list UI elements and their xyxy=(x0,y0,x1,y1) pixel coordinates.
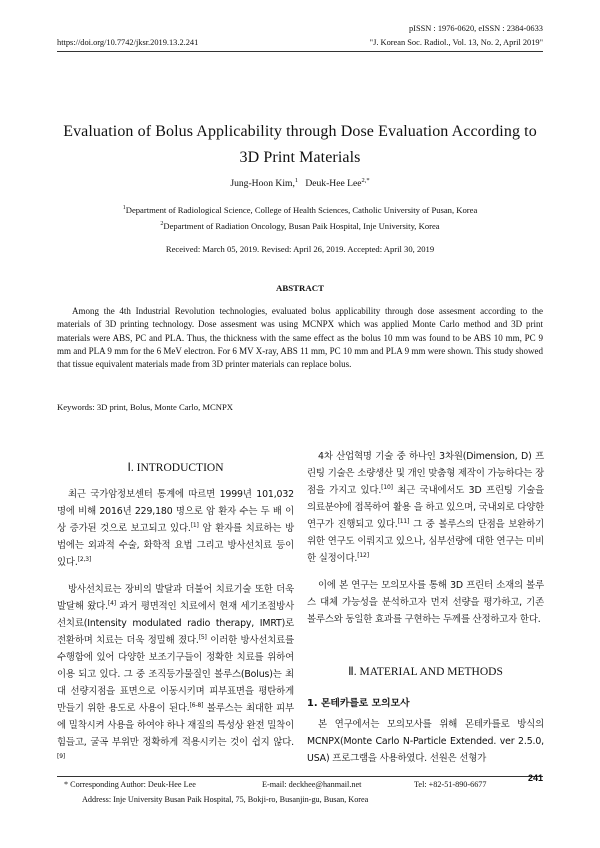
affiliation-1-mark: 1 xyxy=(122,205,126,212)
keywords: Keywords: 3D print, Bolus, Monte Carlo, MCNPX xyxy=(57,402,233,412)
author-address: Address: Inje University Busan Paik Hospital, 75, Bokji-ro, Busanjin-gu, Busan, Korea xyxy=(82,795,369,804)
paper-title xyxy=(40,119,560,171)
author-2: Deuk-Hee Lee xyxy=(305,178,362,190)
intro-text: 최근 국가암정보센터 통계에 따르면 1999년 101,032 명에 비해 2016년 229,180 명으로 암 환자 수는 두 배 이상 증가된 것으로 보고되고 있다. xyxy=(57,489,294,534)
doi-link[interactable]: https://doi.org/10.7742/jksr.2019.13.2.241 xyxy=(57,38,199,47)
intro-text: 4차 산업혁명 기술 중 하나인 3차원(Dimension, D) 프린팅 기술은 소량생산 및 개인 맞춤형 제작이 가능하다는 장점을 가지고 있다. xyxy=(307,451,544,496)
affiliation-2-text: Department of Radiation Oncology, Busan Paik Hospital, Inje University, Korea xyxy=(163,221,440,231)
methods-subheading: 1. 몬테카를로 모의모사 xyxy=(307,698,410,709)
methods-paragraph-1: 본 연구에서는 모의모사를 위해 몬테카를로 방식의 MCNPX(Monte Carlo N-Particle Extended. ver 2.5.0, USA) 프로그램을 사용하였다. 선원은 선형가 xyxy=(307,719,544,764)
citation-ref: [5] xyxy=(198,633,207,641)
paper-title-line-1: Evaluation of Bolus Applicability through Dose Evaluation According to xyxy=(63,123,537,140)
methods-heading: Ⅱ. MATERIAL AND METHODS xyxy=(348,666,503,678)
abstract-heading: ABSTRACT xyxy=(276,283,324,293)
author-phone: Tel: +82-51-890-6677 xyxy=(414,780,487,789)
right-column-bottom xyxy=(307,716,544,767)
author-1: Jung-Hoon Kim, xyxy=(230,178,295,190)
intro-text: 방사선치료는 장비의 발달과 더불어 치료기술 또한 더욱 발달해 왔다. xyxy=(57,584,294,612)
journal-citation: "J. Korean Soc. Radiol., Vol. 13, No. 2, April 2019" xyxy=(369,38,543,47)
footer-divider xyxy=(57,776,543,777)
citation-ref: [2,3] xyxy=(77,555,92,563)
affiliation-2-mark: 2 xyxy=(160,221,164,228)
corresponding-author: * Corresponding Author: Deuk-Hee Lee xyxy=(64,780,196,789)
left-column xyxy=(57,486,294,768)
issn-line: pISSN : 1976-0620, eISSN : 2384-0633 xyxy=(408,24,543,33)
intro-text: 이러한 방사선치료를 수행함에 있어 다양한 보조기구들이 정확한 치료를 위하여 이용 되고 있다. 그 중 조직등가물질인 볼루스(Bolus)는 최대 선량지점을 표면으로 이동시키며 피부표면을 평탄하게 만들기 위한 용도로 사용이 된다. xyxy=(57,635,294,714)
citation-ref: [11] xyxy=(397,517,410,525)
paper-title-line-2: 3D Print Materials xyxy=(239,149,361,166)
citation-ref: [4] xyxy=(107,599,116,607)
intro-paragraph-4: 이에 본 연구는 모의모사를 통해 3D 프린터 소재의 볼루스 대체 가능성을 분석하고자 먼저 선량을 평가하고, 기존 볼루스와 동일한 효과를 구현하는 두께를 산정하고자 한다. xyxy=(307,580,544,625)
intro-text: 볼루스는 최대한 피부에 밀착시켜 사용을 하여야 하나 재질의 특성상 완전 밀착이 힘들고, 굴곡 부위만 정확하게 적용시키는 것이 쉽지 않다. xyxy=(57,703,294,748)
intro-paragraph-2 xyxy=(57,581,294,768)
received-dates: Received: March 05, 2019. Revised: April 26, 2019. Accepted: April 30, 2019 xyxy=(165,244,435,254)
abstract-body: Among the 4th Industrial Revolution technologies, evaluated bolus applicability through dose assesment according to the materials of 3D printing technology. Dose assesment was using MCNPX which was applied Monte Carlo method and 3D print materials were ABS, PC and PLA. Thus, the thickness with the same effect as the bolus 10 mm was found to be ABS 10 mm, PC 9 mm and PLA 9 mm for the 6 MeV electron. For 6 MV X-ray, ABS 11 mm, PC 10 mm and PLA 9 mm were shown. This study showed that tissue equivalent materials made from 3D printer materials can replace bolus. xyxy=(57,306,543,370)
header-divider xyxy=(57,51,543,52)
affiliation-2 xyxy=(0,221,600,231)
citation-ref: [6-8] xyxy=(189,701,204,709)
citation-ref: [10] xyxy=(381,483,393,491)
intro-text: 암 환자를 치료하는 방법에는 외과적 수술, 화학적 요법 그리고 방사선치료 등이 있다. xyxy=(57,523,295,568)
intro-text: 과거 평면적인 치료에서 현재 세기조절방사선치료(Intensity modulated radio therapy, IMRT)로 전환하며 치료는 더욱 정밀해 졌다. xyxy=(57,601,294,646)
affiliation-1 xyxy=(0,205,600,215)
citation-ref: [9] xyxy=(57,752,66,760)
intro-paragraph-3 xyxy=(307,448,544,567)
citation-ref: [12] xyxy=(357,551,369,559)
intro-text: 최근 국내에서도 3D 프린팅 기술을 의료분야에 접목하여 활용 을 하고 있으며, 국내외로 다양한 연구가 진행되고 있다. xyxy=(307,485,544,530)
author-list xyxy=(0,177,600,189)
intro-text: 그 중 볼루스의 단점을 보완하기 위한 연구도 이뤄지고 있으나, 심부선량에 대한 연구는 미비한 실정이다. xyxy=(307,519,544,564)
page-number: 241 xyxy=(527,773,543,783)
author-2-affil: 2,* xyxy=(361,177,370,184)
affiliation-1-text: Department of Radiological Science, College of Health Sciences, Catholic University of Pusan, Korea xyxy=(125,205,478,215)
right-column-top xyxy=(307,448,544,628)
citation-ref: [1] xyxy=(190,521,199,529)
intro-paragraph-1 xyxy=(57,486,294,571)
author-email[interactable]: E-mail: deckhee@hanmail.net xyxy=(262,780,362,789)
introduction-heading: Ⅰ. INTRODUCTION xyxy=(127,462,224,474)
author-1-affil: 1 xyxy=(294,177,299,184)
